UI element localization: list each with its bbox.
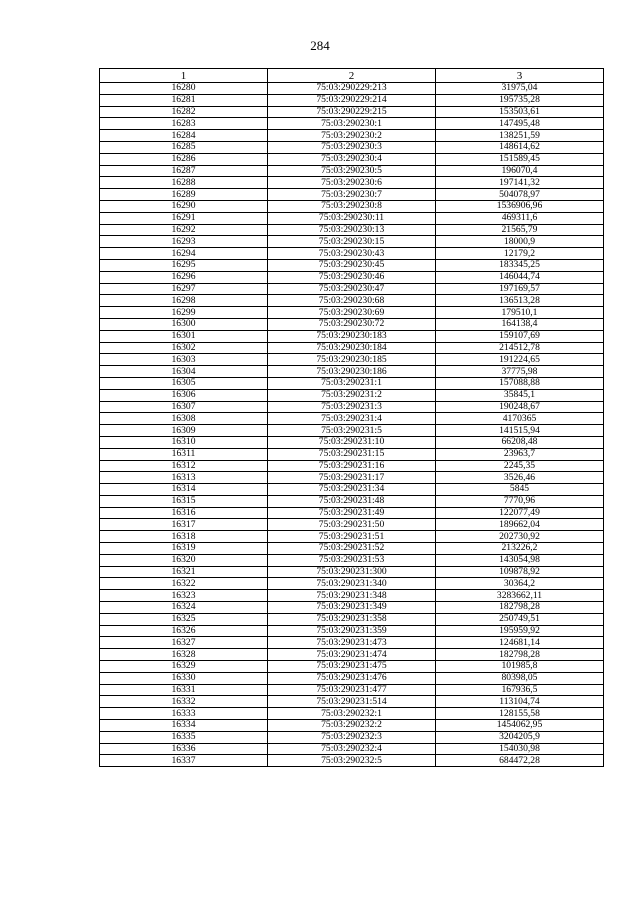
row-number-cell: 16304	[100, 366, 268, 378]
table-row	[100, 484, 604, 496]
data-table	[99, 68, 604, 767]
table-row	[100, 708, 604, 720]
table-row	[100, 165, 604, 177]
table-row	[100, 436, 604, 448]
value-cell: 195735,28	[436, 94, 604, 106]
row-number-cell: 16296	[100, 271, 268, 283]
value-cell: 35845,1	[436, 389, 604, 401]
cadastral-number-cell: 75:03:290231:2	[268, 389, 436, 401]
value-cell: 469311,6	[436, 212, 604, 224]
cadastral-number-cell: 75:03:290230:46	[268, 271, 436, 283]
cadastral-number-cell: 75:03:290232:5	[268, 755, 436, 767]
table-row	[100, 425, 604, 437]
value-cell: 122077,49	[436, 507, 604, 519]
cadastral-number-cell: 75:03:290230:72	[268, 318, 436, 330]
cadastral-number-cell: 75:03:290231:17	[268, 472, 436, 484]
value-cell: 154030,98	[436, 743, 604, 755]
cadastral-number-cell: 75:03:290230:45	[268, 259, 436, 271]
cadastral-number-cell: 75:03:290230:6	[268, 177, 436, 189]
table-row	[100, 543, 604, 555]
value-cell: 66208,48	[436, 436, 604, 448]
cadastral-number-cell: 75:03:290232:1	[268, 708, 436, 720]
value-cell: 179510,1	[436, 307, 604, 319]
cadastral-number-cell: 75:03:290231:1	[268, 377, 436, 389]
page-number: 284	[310, 38, 330, 53]
row-number-cell: 16317	[100, 519, 268, 531]
row-number-cell: 16286	[100, 153, 268, 165]
table-row	[100, 153, 604, 165]
row-number-cell: 16326	[100, 625, 268, 637]
cadastral-number-cell: 75:03:290232:2	[268, 720, 436, 732]
table-row	[100, 177, 604, 189]
value-cell: 30364,2	[436, 578, 604, 590]
table-row	[100, 495, 604, 507]
column-header: 1	[100, 69, 268, 83]
table-row	[100, 720, 604, 732]
cadastral-number-cell: 75:03:290231:10	[268, 436, 436, 448]
value-cell: 3526,46	[436, 472, 604, 484]
cadastral-number-cell: 75:03:290231:52	[268, 543, 436, 555]
row-number-cell: 16323	[100, 590, 268, 602]
row-number-cell: 16298	[100, 295, 268, 307]
table-row	[100, 613, 604, 625]
value-cell: 3283662,11	[436, 590, 604, 602]
table-row	[100, 342, 604, 354]
table-row	[100, 531, 604, 543]
cadastral-number-cell: 75:03:290231:477	[268, 684, 436, 696]
cadastral-number-cell: 75:03:290231:5	[268, 425, 436, 437]
cadastral-number-cell: 75:03:290231:16	[268, 460, 436, 472]
cadastral-number-cell: 75:03:290231:49	[268, 507, 436, 519]
cadastral-number-cell: 75:03:290231:50	[268, 519, 436, 531]
row-number-cell: 16330	[100, 672, 268, 684]
value-cell: 128155,58	[436, 708, 604, 720]
cadastral-number-cell: 75:03:290231:359	[268, 625, 436, 637]
row-number-cell: 16327	[100, 637, 268, 649]
cadastral-number-cell: 75:03:290230:5	[268, 165, 436, 177]
row-number-cell: 16307	[100, 401, 268, 413]
table-header-row	[100, 69, 604, 83]
value-cell: 18000,9	[436, 236, 604, 248]
value-cell: 197169,57	[436, 283, 604, 295]
row-number-cell: 16283	[100, 118, 268, 130]
table-row	[100, 283, 604, 295]
row-number-cell: 16333	[100, 708, 268, 720]
value-cell: 504078,97	[436, 189, 604, 201]
table-row	[100, 590, 604, 602]
table-row	[100, 625, 604, 637]
cadastral-number-cell: 75:03:290231:348	[268, 590, 436, 602]
value-cell: 213226,2	[436, 543, 604, 555]
value-cell: 31975,04	[436, 83, 604, 95]
row-number-cell: 16334	[100, 720, 268, 732]
table-row	[100, 684, 604, 696]
table-row	[100, 212, 604, 224]
row-number-cell: 16314	[100, 484, 268, 496]
table-row	[100, 224, 604, 236]
value-cell: 190248,67	[436, 401, 604, 413]
table-row	[100, 566, 604, 578]
table-row	[100, 189, 604, 201]
value-cell: 101985,8	[436, 661, 604, 673]
cadastral-number-cell: 75:03:290230:186	[268, 366, 436, 378]
cadastral-number-cell: 75:03:290230:11	[268, 212, 436, 224]
row-number-cell: 16328	[100, 649, 268, 661]
value-cell: 37775,98	[436, 366, 604, 378]
table-row	[100, 354, 604, 366]
value-cell: 189662,04	[436, 519, 604, 531]
cadastral-number-cell: 75:03:290230:3	[268, 141, 436, 153]
table-row	[100, 661, 604, 673]
row-number-cell: 16309	[100, 425, 268, 437]
value-cell: 138251,59	[436, 130, 604, 142]
value-cell: 7770,96	[436, 495, 604, 507]
cadastral-number-cell: 75:03:290231:48	[268, 495, 436, 507]
row-number-cell: 16301	[100, 330, 268, 342]
table-row	[100, 448, 604, 460]
value-cell: 1536906,96	[436, 200, 604, 212]
table-row	[100, 755, 604, 767]
table-row	[100, 507, 604, 519]
table-row	[100, 637, 604, 649]
table-row	[100, 460, 604, 472]
row-number-cell: 16322	[100, 578, 268, 590]
value-cell: 124681,14	[436, 637, 604, 649]
row-number-cell: 16294	[100, 248, 268, 260]
table-row	[100, 731, 604, 743]
table-row	[100, 94, 604, 106]
table-row	[100, 366, 604, 378]
value-cell: 148614,62	[436, 141, 604, 153]
table-row	[100, 389, 604, 401]
value-cell: 23963,7	[436, 448, 604, 460]
value-cell: 151589,45	[436, 153, 604, 165]
cadastral-number-cell: 75:03:290230:184	[268, 342, 436, 354]
cadastral-number-cell: 75:03:290231:4	[268, 413, 436, 425]
row-number-cell: 16312	[100, 460, 268, 472]
value-cell: 250749,51	[436, 613, 604, 625]
table-row	[100, 401, 604, 413]
value-cell: 2245,35	[436, 460, 604, 472]
row-number-cell: 16287	[100, 165, 268, 177]
value-cell: 3204205,9	[436, 731, 604, 743]
table-row	[100, 130, 604, 142]
cadastral-number-cell: 75:03:290231:53	[268, 554, 436, 566]
table-row	[100, 248, 604, 260]
row-number-cell: 16288	[100, 177, 268, 189]
value-cell: 147495,48	[436, 118, 604, 130]
table-row	[100, 295, 604, 307]
value-cell: 4170365	[436, 413, 604, 425]
value-cell: 159107,69	[436, 330, 604, 342]
table-row	[100, 649, 604, 661]
row-number-cell: 16306	[100, 389, 268, 401]
table-row	[100, 578, 604, 590]
cadastral-number-cell: 75:03:290230:15	[268, 236, 436, 248]
table-row	[100, 318, 604, 330]
row-number-cell: 16291	[100, 212, 268, 224]
value-cell: 143054,98	[436, 554, 604, 566]
cadastral-number-cell: 75:03:290231:34	[268, 484, 436, 496]
value-cell: 214512,78	[436, 342, 604, 354]
table-row	[100, 743, 604, 755]
value-cell: 684472,28	[436, 755, 604, 767]
value-cell: 157088,88	[436, 377, 604, 389]
row-number-cell: 16315	[100, 495, 268, 507]
cadastral-number-cell: 75:03:290230:47	[268, 283, 436, 295]
cadastral-number-cell: 75:03:290231:476	[268, 672, 436, 684]
cadastral-number-cell: 75:03:290231:474	[268, 649, 436, 661]
row-number-cell: 16285	[100, 141, 268, 153]
value-cell: 191224,65	[436, 354, 604, 366]
value-cell: 109878,92	[436, 566, 604, 578]
cadastral-number-cell: 75:03:290230:69	[268, 307, 436, 319]
value-cell: 113104,74	[436, 696, 604, 708]
row-number-cell: 16284	[100, 130, 268, 142]
cadastral-number-cell: 75:03:290231:300	[268, 566, 436, 578]
row-number-cell: 16303	[100, 354, 268, 366]
cadastral-number-cell: 75:03:290232:4	[268, 743, 436, 755]
cadastral-number-cell: 75:03:290230:7	[268, 189, 436, 201]
row-number-cell: 16321	[100, 566, 268, 578]
cadastral-number-cell: 75:03:290230:4	[268, 153, 436, 165]
table-row	[100, 106, 604, 118]
value-cell: 183345,25	[436, 259, 604, 271]
cadastral-number-cell: 75:03:290230:43	[268, 248, 436, 260]
value-cell: 182798,28	[436, 602, 604, 614]
value-cell: 167936,5	[436, 684, 604, 696]
cadastral-number-cell: 75:03:290231:473	[268, 637, 436, 649]
row-number-cell: 16329	[100, 661, 268, 673]
table-row	[100, 554, 604, 566]
row-number-cell: 16302	[100, 342, 268, 354]
table-row	[100, 413, 604, 425]
row-number-cell: 16316	[100, 507, 268, 519]
row-number-cell: 16313	[100, 472, 268, 484]
value-cell: 5845	[436, 484, 604, 496]
cadastral-number-cell: 75:03:290231:340	[268, 578, 436, 590]
row-number-cell: 16331	[100, 684, 268, 696]
table-row	[100, 259, 604, 271]
row-number-cell: 16289	[100, 189, 268, 201]
value-cell: 202730,92	[436, 531, 604, 543]
row-number-cell: 16297	[100, 283, 268, 295]
value-cell: 146044,74	[436, 271, 604, 283]
row-number-cell: 16332	[100, 696, 268, 708]
row-number-cell: 16335	[100, 731, 268, 743]
table-body	[100, 83, 604, 767]
cadastral-number-cell: 75:03:290230:13	[268, 224, 436, 236]
cadastral-number-cell: 75:03:290230:183	[268, 330, 436, 342]
cadastral-number-cell: 75:03:290231:15	[268, 448, 436, 460]
table-row	[100, 307, 604, 319]
table-row	[100, 118, 604, 130]
row-number-cell: 16325	[100, 613, 268, 625]
value-cell: 153503,61	[436, 106, 604, 118]
value-cell: 182798,28	[436, 649, 604, 661]
table-row	[100, 472, 604, 484]
cadastral-number-cell: 75:03:290229:213	[268, 83, 436, 95]
cadastral-number-cell: 75:03:290230:68	[268, 295, 436, 307]
cadastral-number-cell: 75:03:290231:3	[268, 401, 436, 413]
value-cell: 21565,79	[436, 224, 604, 236]
row-number-cell: 16305	[100, 377, 268, 389]
cadastral-number-cell: 75:03:290230:8	[268, 200, 436, 212]
cadastral-number-cell: 75:03:290230:185	[268, 354, 436, 366]
table-row	[100, 271, 604, 283]
table-row	[100, 602, 604, 614]
value-cell: 80398,05	[436, 672, 604, 684]
value-cell: 141515,94	[436, 425, 604, 437]
row-number-cell: 16290	[100, 200, 268, 212]
table-row	[100, 696, 604, 708]
value-cell: 197141,32	[436, 177, 604, 189]
row-number-cell: 16295	[100, 259, 268, 271]
row-number-cell: 16311	[100, 448, 268, 460]
row-number-cell: 16318	[100, 531, 268, 543]
row-number-cell: 16280	[100, 83, 268, 95]
cadastral-number-cell: 75:03:290229:214	[268, 94, 436, 106]
table-row	[100, 200, 604, 212]
row-number-cell: 16324	[100, 602, 268, 614]
row-number-cell: 16337	[100, 755, 268, 767]
cadastral-number-cell: 75:03:290229:215	[268, 106, 436, 118]
column-header: 2	[268, 69, 436, 83]
cadastral-number-cell: 75:03:290231:514	[268, 696, 436, 708]
value-cell: 136513,28	[436, 295, 604, 307]
table-row	[100, 330, 604, 342]
table-row	[100, 377, 604, 389]
row-number-cell: 16281	[100, 94, 268, 106]
value-cell: 164138,4	[436, 318, 604, 330]
value-cell: 1454062,95	[436, 720, 604, 732]
row-number-cell: 16319	[100, 543, 268, 555]
table-row	[100, 672, 604, 684]
row-number-cell: 16293	[100, 236, 268, 248]
table-row	[100, 519, 604, 531]
row-number-cell: 16320	[100, 554, 268, 566]
row-number-cell: 16292	[100, 224, 268, 236]
row-number-cell: 16299	[100, 307, 268, 319]
row-number-cell: 16282	[100, 106, 268, 118]
column-header: 3	[436, 69, 604, 83]
cadastral-number-cell: 75:03:290231:349	[268, 602, 436, 614]
cadastral-number-cell: 75:03:290231:51	[268, 531, 436, 543]
row-number-cell: 16336	[100, 743, 268, 755]
value-cell: 196070,4	[436, 165, 604, 177]
value-cell: 12179,2	[436, 248, 604, 260]
cadastral-number-cell: 75:03:290230:1	[268, 118, 436, 130]
cadastral-number-cell: 75:03:290232:3	[268, 731, 436, 743]
row-number-cell: 16310	[100, 436, 268, 448]
cadastral-number-cell: 75:03:290230:2	[268, 130, 436, 142]
value-cell: 195959,92	[436, 625, 604, 637]
cadastral-number-cell: 75:03:290231:358	[268, 613, 436, 625]
table-row	[100, 83, 604, 95]
row-number-cell: 16300	[100, 318, 268, 330]
row-number-cell: 16308	[100, 413, 268, 425]
table-row	[100, 141, 604, 153]
cadastral-number-cell: 75:03:290231:475	[268, 661, 436, 673]
table-row	[100, 236, 604, 248]
